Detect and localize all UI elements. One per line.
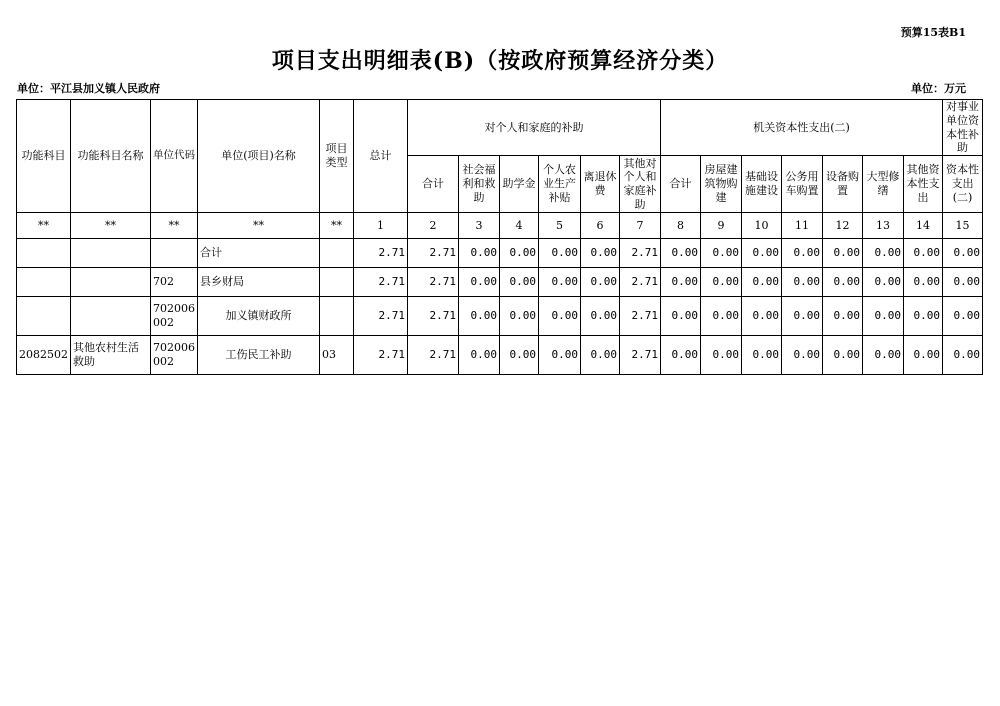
value-cell: 0.00 <box>863 297 904 336</box>
value-cell: 0.00 <box>539 239 581 268</box>
index-cell: ** <box>320 213 354 239</box>
func-code-cell: 2082502 <box>17 336 71 375</box>
value-cell: 0.00 <box>500 268 539 297</box>
func-code-cell <box>17 239 71 268</box>
col-unit-code: 单位代码 <box>151 100 198 213</box>
value-cell: 0.00 <box>943 268 983 297</box>
value-cell: 0.00 <box>459 336 500 375</box>
col-project-type: 项目类型 <box>320 100 354 213</box>
col-total: 总计 <box>354 100 408 213</box>
unit-code-cell <box>151 239 198 268</box>
value-cell: 2.71 <box>620 336 661 375</box>
unit-name-cell: 工伤民工补助 <box>198 336 320 375</box>
value-cell: 0.00 <box>904 297 943 336</box>
index-cell: 1 <box>354 213 408 239</box>
budget-table <box>16 99 983 375</box>
col-capital-2: 资本性支出(二) <box>943 156 983 213</box>
value-cell: 0.00 <box>742 268 782 297</box>
value-cell: 0.00 <box>943 336 983 375</box>
value-cell: 0.00 <box>782 268 823 297</box>
form-code: 预算15表B1 <box>900 26 966 39</box>
value-cell: 0.00 <box>823 336 863 375</box>
project-type-cell <box>320 297 354 336</box>
func-name-cell: 其他农村生活救助 <box>71 336 151 375</box>
col-subtotal: 合计 <box>408 156 459 213</box>
index-cell: ** <box>198 213 320 239</box>
value-cell: 0.00 <box>581 239 620 268</box>
value-cell: 0.00 <box>742 239 782 268</box>
unit-name-cell: 加义镇财政所 <box>198 297 320 336</box>
value-cell: 0.00 <box>823 297 863 336</box>
col-other-subsidy: 其他对个人和家庭补助 <box>620 156 661 213</box>
func-name-cell <box>71 239 151 268</box>
value-cell: 2.71 <box>408 336 459 375</box>
value-cell: 0.00 <box>661 268 701 297</box>
index-cell: 5 <box>539 213 581 239</box>
col-func-code: 功能科目 <box>17 100 71 213</box>
value-cell: 2.71 <box>354 268 408 297</box>
table-row <box>17 297 983 336</box>
value-cell: 0.00 <box>823 239 863 268</box>
value-cell: 0.00 <box>701 239 742 268</box>
index-cell: ** <box>17 213 71 239</box>
value-cell: 2.71 <box>354 297 408 336</box>
value-cell: 0.00 <box>539 297 581 336</box>
value-cell: 0.00 <box>661 297 701 336</box>
value-cell: 0.00 <box>459 268 500 297</box>
value-cell: 0.00 <box>782 336 823 375</box>
unit-code-cell: 702006002 <box>151 297 198 336</box>
unit-code-cell: 702006002 <box>151 336 198 375</box>
value-cell: 0.00 <box>581 268 620 297</box>
col-unit-name: 单位(项目)名称 <box>198 100 320 213</box>
value-cell: 0.00 <box>459 239 500 268</box>
value-cell: 2.71 <box>354 336 408 375</box>
project-type-cell: 03 <box>320 336 354 375</box>
value-cell: 2.71 <box>408 268 459 297</box>
value-cell: 0.00 <box>539 336 581 375</box>
value-cell: 0.00 <box>904 336 943 375</box>
value-cell: 2.71 <box>620 268 661 297</box>
value-cell: 2.71 <box>408 239 459 268</box>
col-func-name: 功能科目名称 <box>71 100 151 213</box>
group-institution-capital-subsidy: 对事业单位资本性补助 <box>943 100 983 156</box>
index-cell: 15 <box>943 213 983 239</box>
index-cell: 8 <box>661 213 701 239</box>
value-cell: 0.00 <box>539 268 581 297</box>
group-capital-expenditure: 机关资本性支出(二) <box>661 100 943 156</box>
value-cell: 2.71 <box>354 239 408 268</box>
index-cell: 7 <box>620 213 661 239</box>
value-cell: 0.00 <box>500 239 539 268</box>
project-type-cell <box>320 268 354 297</box>
col-retirement: 离退休费 <box>581 156 620 213</box>
index-cell: 2 <box>408 213 459 239</box>
value-cell: 0.00 <box>782 239 823 268</box>
currency-unit-label: 单位：万元 <box>911 82 966 95</box>
value-cell: 0.00 <box>943 297 983 336</box>
value-cell: 0.00 <box>904 239 943 268</box>
value-cell: 0.00 <box>581 297 620 336</box>
value-cell: 0.00 <box>943 239 983 268</box>
page-title: 项目支出明细表(B)（按政府预算经济分类） <box>271 48 729 74</box>
index-cell: 9 <box>701 213 742 239</box>
col-subtotal-2: 合计 <box>661 156 701 213</box>
value-cell: 0.00 <box>782 297 823 336</box>
unit-label: 单位：平江县加义镇人民政府 <box>17 82 160 95</box>
unit-name-cell: 合计 <box>198 239 320 268</box>
value-cell: 0.00 <box>701 336 742 375</box>
func-code-cell <box>17 268 71 297</box>
func-name-cell <box>71 268 151 297</box>
value-cell: 0.00 <box>661 239 701 268</box>
col-other-capital: 其他资本性支出 <box>904 156 943 213</box>
index-cell: 14 <box>904 213 943 239</box>
col-social-welfare: 社会福利和救助 <box>459 156 500 213</box>
unit-code-cell: 702 <box>151 268 198 297</box>
func-code-cell <box>17 297 71 336</box>
index-cell: 12 <box>823 213 863 239</box>
col-farm-subsidy: 个人农业生产补贴 <box>539 156 581 213</box>
index-cell: 13 <box>863 213 904 239</box>
index-row <box>17 213 983 239</box>
value-cell: 0.00 <box>863 239 904 268</box>
value-cell: 0.00 <box>701 297 742 336</box>
value-cell: 0.00 <box>904 268 943 297</box>
value-cell: 2.71 <box>620 297 661 336</box>
value-cell: 0.00 <box>863 336 904 375</box>
index-cell: 3 <box>459 213 500 239</box>
index-cell: 6 <box>581 213 620 239</box>
table-row <box>17 239 983 268</box>
value-cell: 0.00 <box>823 268 863 297</box>
value-cell: 2.71 <box>620 239 661 268</box>
unit-name-cell: 县乡财局 <box>198 268 320 297</box>
value-cell: 0.00 <box>581 336 620 375</box>
col-building: 房屋建筑物购建 <box>701 156 742 213</box>
col-repair: 大型修缮 <box>863 156 904 213</box>
value-cell: 0.00 <box>459 297 500 336</box>
table-row <box>17 268 983 297</box>
col-vehicle: 公务用车购置 <box>782 156 823 213</box>
value-cell: 0.00 <box>500 297 539 336</box>
col-student-aid: 助学金 <box>500 156 539 213</box>
index-cell: ** <box>151 213 198 239</box>
index-cell: 10 <box>742 213 782 239</box>
col-equipment: 设备购置 <box>823 156 863 213</box>
value-cell: 0.00 <box>500 336 539 375</box>
index-cell: 11 <box>782 213 823 239</box>
table-row <box>17 336 983 375</box>
index-cell: 4 <box>500 213 539 239</box>
value-cell: 0.00 <box>742 297 782 336</box>
col-infrastructure: 基础设施建设 <box>742 156 782 213</box>
func-name-cell <box>71 297 151 336</box>
index-cell: ** <box>71 213 151 239</box>
value-cell: 0.00 <box>661 336 701 375</box>
value-cell: 0.00 <box>742 336 782 375</box>
project-type-cell <box>320 239 354 268</box>
value-cell: 0.00 <box>701 268 742 297</box>
value-cell: 2.71 <box>408 297 459 336</box>
group-personal-family-subsidy: 对个人和家庭的补助 <box>408 100 661 156</box>
value-cell: 0.00 <box>863 268 904 297</box>
